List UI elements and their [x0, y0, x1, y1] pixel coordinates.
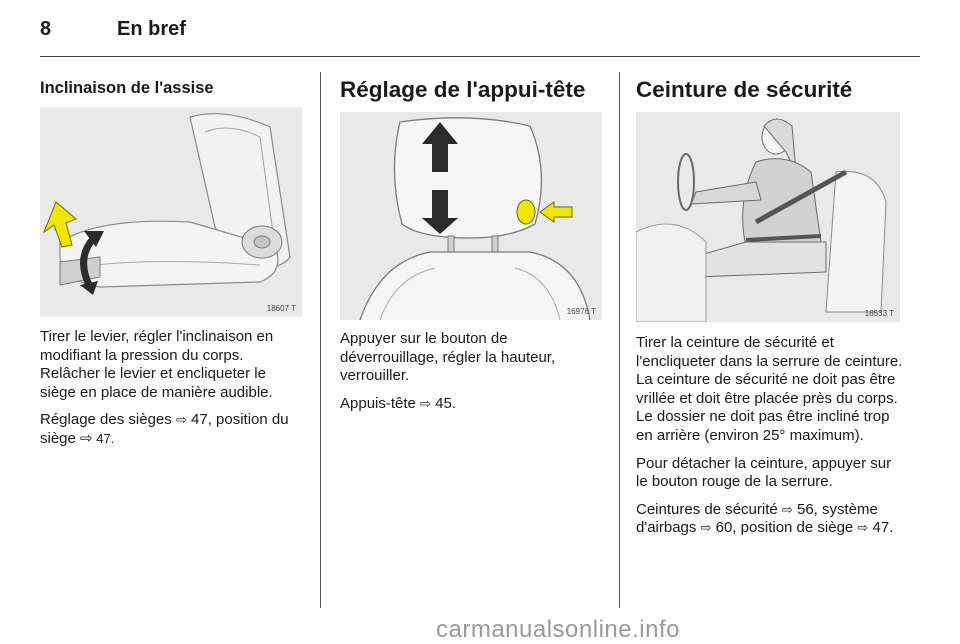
- page-ref-arrow-icon: ⇨: [175, 412, 187, 428]
- driver-drawing: [636, 112, 900, 322]
- seatbelt-illustration: [636, 112, 900, 322]
- paragraph: Pour détacher la ceinture, appuyer sur le bouton rouge de la serrure.: [636, 454, 892, 491]
- chapter-title: En bref: [117, 18, 186, 40]
- figure-code: 16976 T: [566, 307, 596, 316]
- column-divider: [619, 72, 620, 608]
- seat-tilt-text: [40, 328, 302, 458]
- page-ref-arrow-icon: ⇨: [781, 501, 793, 517]
- paragraph: Tirer la ceinture de sécurité et l'encliqueter dans la serrure de ceinture. La ceinture de sécurité ne doit pas être vrillée et doit être placée près du corps. Le dossier ne doit pas être incliné trop en arrière (environ 25° maximum).: [636, 334, 903, 444]
- seat-drawing: [40, 107, 302, 317]
- figure-code: 18607 T: [266, 304, 296, 313]
- page-ref-arrow-icon: ⇨: [420, 395, 431, 411]
- section-seatbelt: [636, 70, 904, 104]
- paragraph: Appuyer sur le bouton de déverrouillage, régler la hauteur, verrouiller.: [340, 330, 556, 385]
- page-number: 8: [40, 18, 52, 40]
- section-headrest: [340, 70, 602, 104]
- release-button-icon: [517, 200, 535, 224]
- section-heading: Ceinture de sécurité: [636, 77, 853, 102]
- header-divider: [40, 56, 920, 57]
- paragraph: Ceintures de sécurité ⇨ 56, système d'airbags ⇨ 60, position de siège ⇨ 47.: [636, 500, 894, 537]
- watermark: carmanualsonline.info: [436, 616, 680, 643]
- headrest-text: [340, 330, 602, 422]
- page-ref-arrow-icon: ⇨: [857, 520, 869, 536]
- section-heading: Réglage de l'appui-tête: [340, 77, 586, 102]
- paragraph: Appuis-tête ⇨ 45.: [340, 394, 456, 412]
- page-ref-arrow-icon: 47.: [92, 430, 115, 446]
- figure-code: 18533 T: [864, 309, 894, 318]
- seat-tilt-illustration: [40, 107, 302, 317]
- down-arrow-icon: [432, 190, 448, 218]
- paragraph: Tirer le levier, régler l'inclinaison en modifiant la pression du corps. Relâcher le levier et encliqueter le siège en place de manière audible.: [40, 328, 274, 401]
- seatbelt-text: [636, 334, 904, 547]
- paragraph: Réglage des sièges ⇨ 47, position du siège ⇨ 47.: [40, 411, 289, 447]
- section-seat-tilt: [40, 70, 302, 98]
- headrest-illustration: [340, 112, 602, 320]
- page-ref-arrow-icon: ⇨: [700, 520, 712, 536]
- column-divider: [320, 72, 321, 608]
- section-heading: Inclinaison de l'assise: [40, 79, 214, 97]
- headrest-drawing: [340, 112, 602, 320]
